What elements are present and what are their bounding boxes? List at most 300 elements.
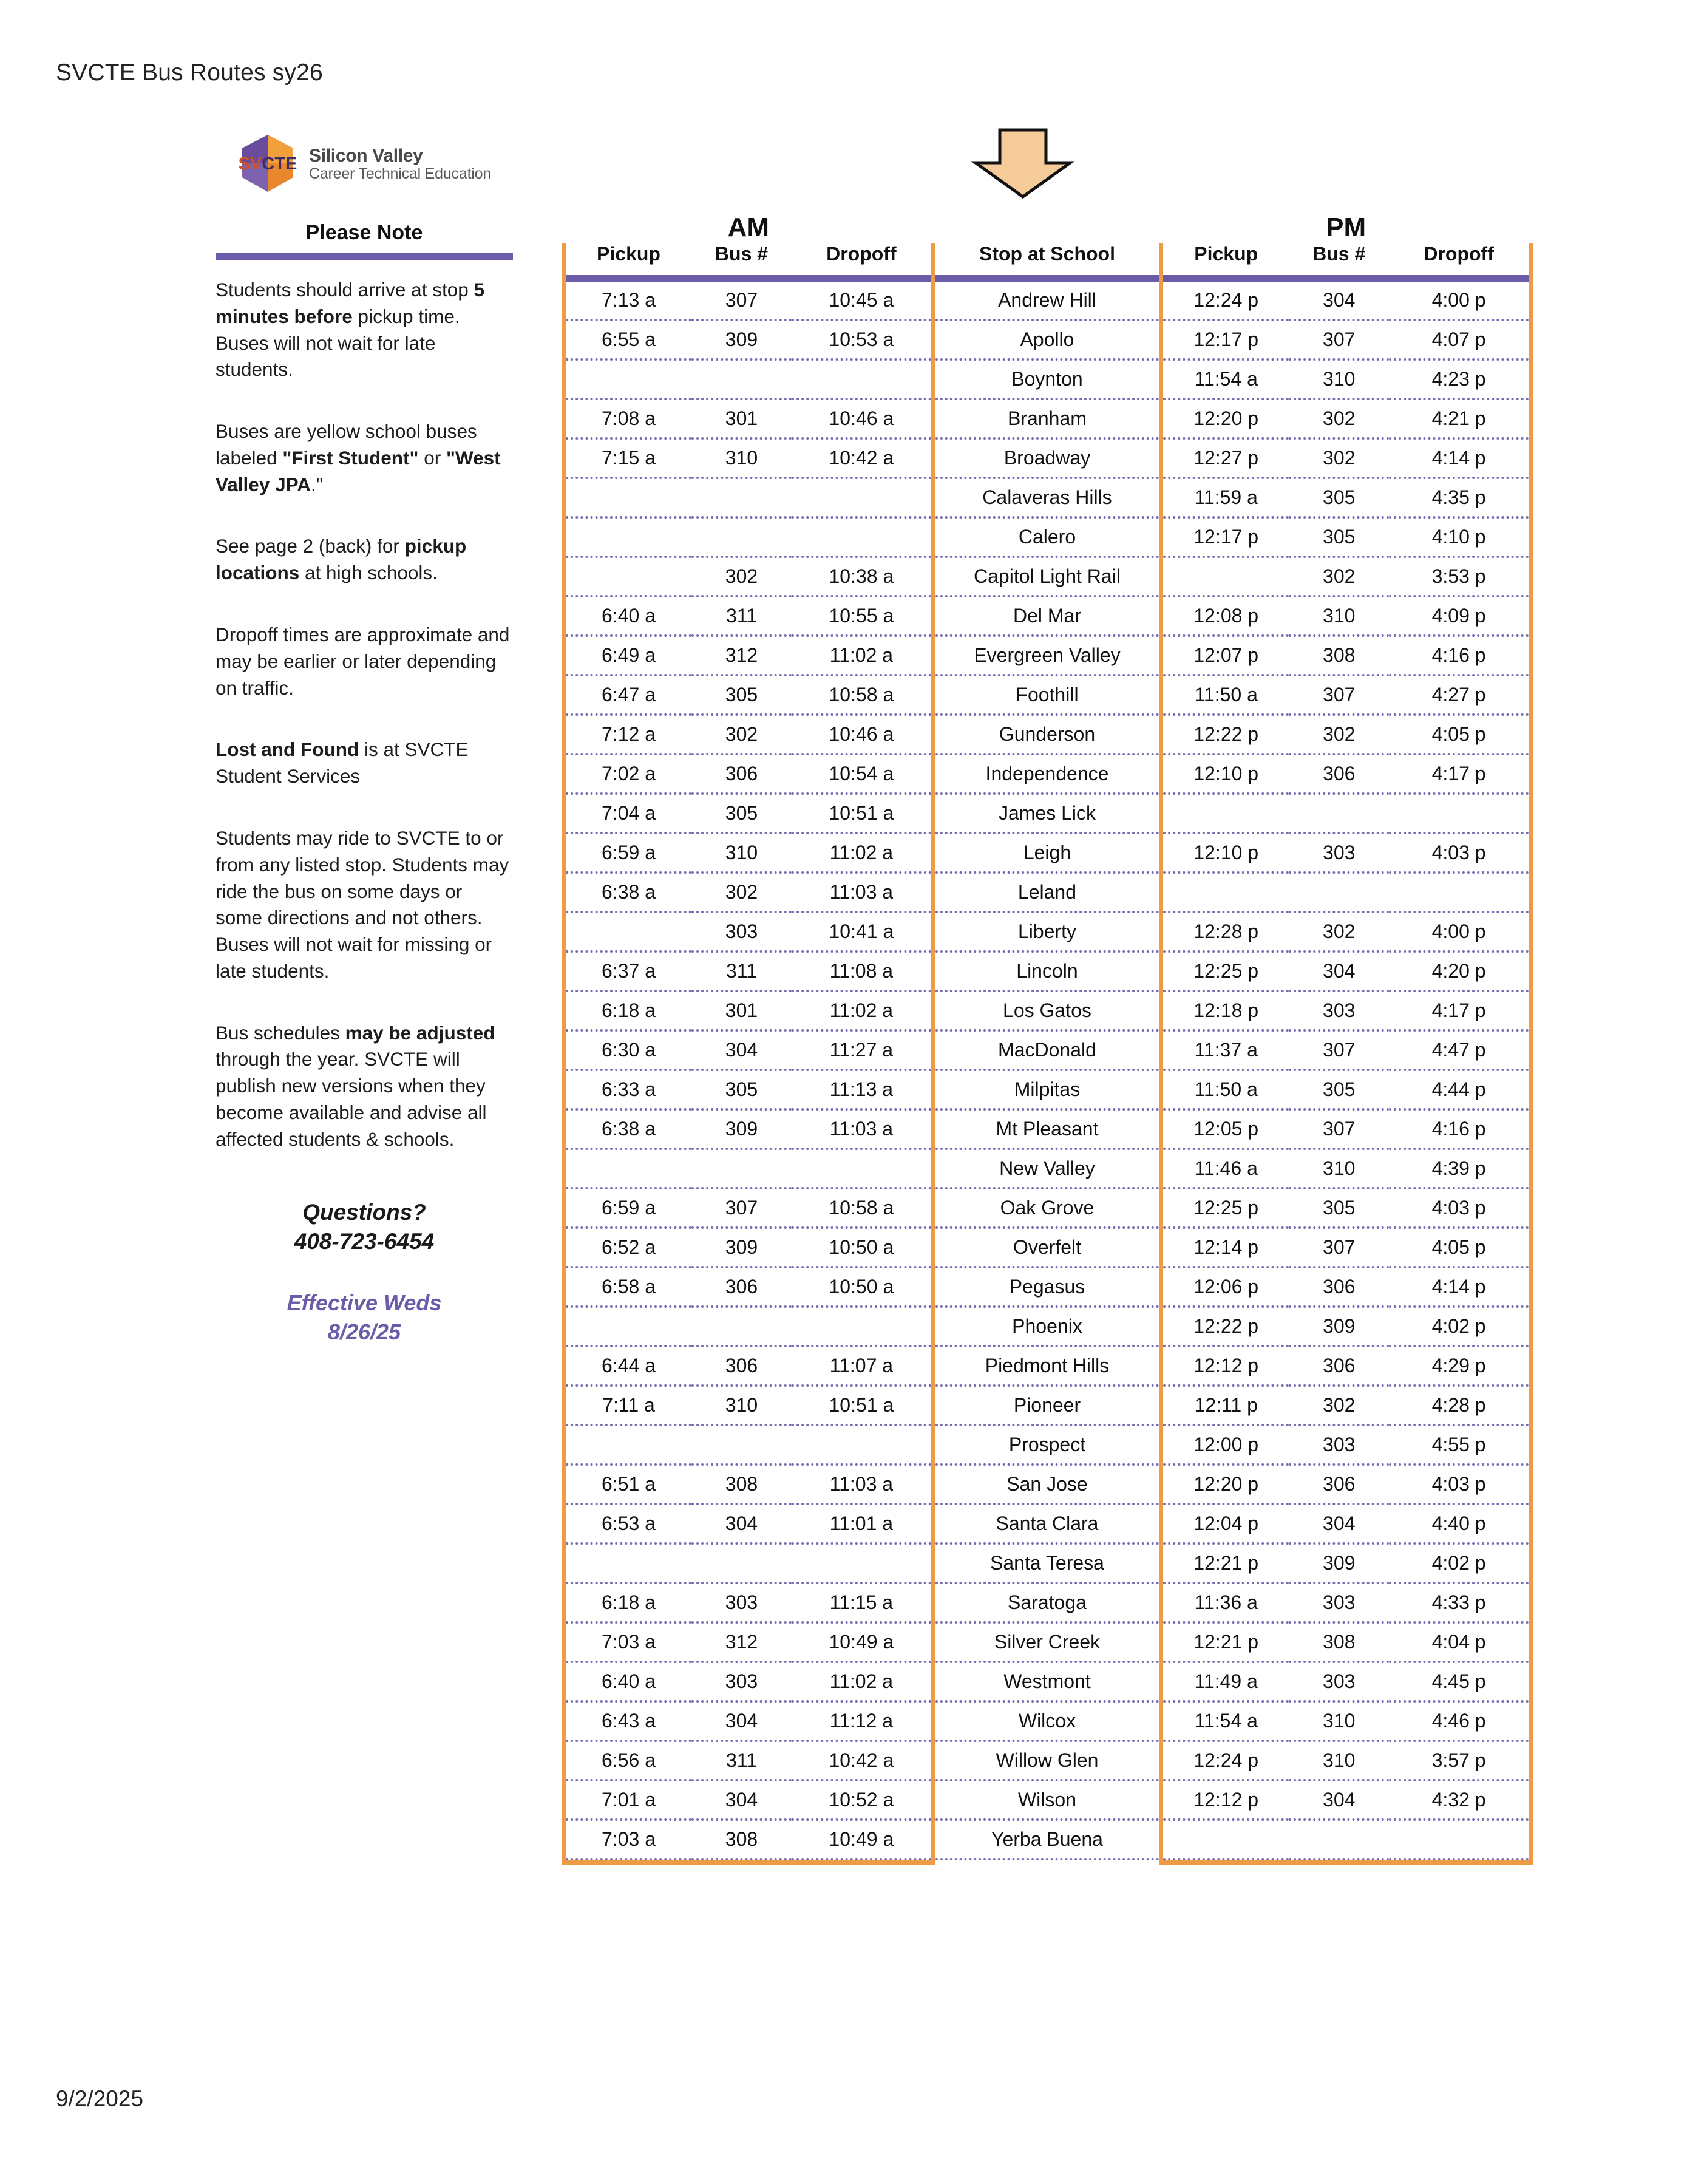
cell-pm-dropoff: 4:09 p <box>1389 596 1530 636</box>
cell-stop: Santa Teresa <box>933 1543 1161 1583</box>
cell-pm-dropoff: 4:16 p <box>1389 1109 1530 1149</box>
cell-am-bus <box>691 1307 792 1346</box>
cell-am-dropoff: 11:07 a <box>792 1346 933 1386</box>
cell-am-bus <box>691 1543 792 1583</box>
cell-pm-pickup: 12:06 p <box>1161 1267 1289 1307</box>
cell-am-bus: 307 <box>691 1188 792 1228</box>
cell-am-dropoff <box>792 359 933 399</box>
cell-pm-bus: 304 <box>1289 282 1389 320</box>
cell-am-dropoff: 11:15 a <box>792 1583 933 1622</box>
cell-am-bus: 311 <box>691 951 792 991</box>
cell-pm-pickup: 12:04 p <box>1161 1504 1289 1543</box>
cell-am-bus: 303 <box>691 1662 792 1701</box>
cell-pm-pickup: 12:17 p <box>1161 517 1289 557</box>
notes-heading: Please Note <box>305 221 423 244</box>
cell-am-bus: 309 <box>691 1228 792 1267</box>
table-row <box>564 873 1531 912</box>
cell-am-bus <box>691 359 792 399</box>
cell-am-dropoff: 10:45 a <box>792 282 933 320</box>
header-rule-pm-3 <box>1389 275 1530 282</box>
cell-pm-pickup: 11:59 a <box>1161 478 1289 517</box>
cell-am-dropoff: 10:46 a <box>792 399 933 438</box>
cell-pm-dropoff: 4:20 p <box>1389 951 1530 991</box>
table-bottom-border-row <box>564 1859 1531 1863</box>
cell-am-dropoff: 11:02 a <box>792 636 933 675</box>
logo-line-1: Silicon Valley <box>309 146 423 166</box>
cell-am-bus: 305 <box>691 1070 792 1109</box>
table-row <box>564 1267 1531 1307</box>
cell-am-dropoff: 11:12 a <box>792 1701 933 1741</box>
header-rule-row <box>564 275 1531 282</box>
cell-pm-dropoff: 4:05 p <box>1389 715 1530 754</box>
col-header-pm-pickup: Pickup <box>1161 243 1289 275</box>
cell-pm-dropoff: 4:02 p <box>1389 1543 1530 1583</box>
cell-am-pickup <box>564 478 692 517</box>
cell-stop: Prospect <box>933 1425 1161 1465</box>
down-arrow-icon <box>962 128 1084 199</box>
note-text: Students should arrive at stop <box>216 279 474 301</box>
cell-pm-bus: 306 <box>1289 1346 1389 1386</box>
cell-pm-pickup: 12:24 p <box>1161 1741 1289 1780</box>
table-row <box>564 1820 1531 1859</box>
cell-pm-pickup: 12:11 p <box>1161 1386 1289 1425</box>
cell-am-pickup: 6:52 a <box>564 1228 692 1267</box>
cell-am-pickup: 6:51 a <box>564 1465 692 1504</box>
cell-am-pickup: 7:03 a <box>564 1622 692 1662</box>
cell-am-dropoff: 10:55 a <box>792 596 933 636</box>
cell-pm-pickup: 12:17 p <box>1161 320 1289 359</box>
cell-pm-dropoff: 4:21 p <box>1389 399 1530 438</box>
note-emphasis: "West Valley JPA <box>216 446 501 495</box>
cell-am-bus: 303 <box>691 912 792 951</box>
cell-pm-dropoff: 3:57 p <box>1389 1741 1530 1780</box>
cell-pm-bus: 307 <box>1289 1109 1389 1149</box>
cell-pm-pickup: 12:21 p <box>1161 1622 1289 1662</box>
cell-am-pickup: 6:33 a <box>564 1070 692 1109</box>
cell-am-dropoff: 11:13 a <box>792 1070 933 1109</box>
table-row <box>564 1583 1531 1622</box>
cell-am-bus: 303 <box>691 1583 792 1622</box>
cell-stop: Santa Clara <box>933 1504 1161 1543</box>
cell-pm-pickup: 12:28 p <box>1161 912 1289 951</box>
cell-stop: Oak Grove <box>933 1188 1161 1228</box>
cell-am-pickup: 7:11 a <box>564 1386 692 1425</box>
cell-stop: Calero <box>933 517 1161 557</box>
cell-am-pickup: 7:15 a <box>564 438 692 478</box>
cell-am-pickup: 6:55 a <box>564 320 692 359</box>
table-row <box>564 675 1531 715</box>
cell-am-bus: 302 <box>691 873 792 912</box>
cell-pm-bus <box>1289 873 1389 912</box>
cell-am-pickup: 7:08 a <box>564 399 692 438</box>
cell-pm-dropoff <box>1389 873 1530 912</box>
cell-pm-dropoff: 4:14 p <box>1389 438 1530 478</box>
cell-stop: Overfelt <box>933 1228 1161 1267</box>
note-emphasis: "First Student" <box>282 446 419 469</box>
cell-am-bus <box>691 1149 792 1188</box>
note-paragraph <box>216 533 513 587</box>
cell-am-pickup: 6:59 a <box>564 833 692 873</box>
cell-pm-pickup: 12:12 p <box>1161 1346 1289 1386</box>
cell-am-dropoff: 11:03 a <box>792 1109 933 1149</box>
cell-pm-pickup: 12:25 p <box>1161 951 1289 991</box>
cell-pm-bus <box>1289 1820 1389 1859</box>
cell-am-dropoff: 11:03 a <box>792 873 933 912</box>
cell-pm-pickup: 11:37 a <box>1161 1030 1289 1070</box>
note-paragraph <box>216 825 513 985</box>
cell-am-pickup: 6:38 a <box>564 873 692 912</box>
cell-pm-dropoff: 4:23 p <box>1389 359 1530 399</box>
note-emphasis: 5 minutes before <box>216 279 485 327</box>
cell-pm-pickup: 12:27 p <box>1161 438 1289 478</box>
cell-stop: Liberty <box>933 912 1161 951</box>
cell-am-dropoff: 10:51 a <box>792 794 933 833</box>
am-group-label: AM <box>727 213 770 242</box>
table-row <box>564 320 1531 359</box>
cell-pm-pickup: 12:00 p <box>1161 1425 1289 1465</box>
cell-pm-pickup: 12:22 p <box>1161 1307 1289 1346</box>
cell-pm-dropoff: 4:14 p <box>1389 1267 1530 1307</box>
cell-pm-dropoff: 4:45 p <box>1389 1662 1530 1701</box>
note-paragraph <box>216 622 513 701</box>
cell-pm-pickup: 12:05 p <box>1161 1109 1289 1149</box>
cell-am-bus: 304 <box>691 1504 792 1543</box>
cell-pm-bus: 302 <box>1289 557 1389 596</box>
cell-am-dropoff: 10:52 a <box>792 1780 933 1820</box>
page-title: SVCTE Bus Routes sy26 <box>56 60 323 86</box>
cell-pm-dropoff: 4:02 p <box>1389 1307 1530 1346</box>
cell-pm-dropoff: 4:40 p <box>1389 1504 1530 1543</box>
cell-am-bus: 302 <box>691 715 792 754</box>
cell-pm-bus: 303 <box>1289 1583 1389 1622</box>
cell-pm-bus: 310 <box>1289 1701 1389 1741</box>
cell-am-pickup: 6:37 a <box>564 951 692 991</box>
cell-pm-dropoff: 4:04 p <box>1389 1622 1530 1662</box>
schedule-table-wrap <box>562 128 1533 1865</box>
cell-pm-dropoff: 4:29 p <box>1389 1346 1530 1386</box>
cell-pm-bus: 309 <box>1289 1307 1389 1346</box>
cell-pm-pickup: 11:50 a <box>1161 1070 1289 1109</box>
cell-am-bus: 307 <box>691 282 792 320</box>
cell-am-dropoff: 10:46 a <box>792 715 933 754</box>
cell-pm-bus: 305 <box>1289 478 1389 517</box>
cell-pm-bus: 302 <box>1289 715 1389 754</box>
cell-stop: Lincoln <box>933 951 1161 991</box>
table-row <box>564 1465 1531 1504</box>
header-rule-am <box>564 275 692 282</box>
table-row <box>564 833 1531 873</box>
cell-am-dropoff: 10:53 a <box>792 320 933 359</box>
col-header-am-bus: Bus # <box>691 243 792 275</box>
cell-am-pickup <box>564 557 692 596</box>
cell-stop: Piedmont Hills <box>933 1346 1161 1386</box>
cell-stop: Calaveras Hills <box>933 478 1161 517</box>
cell-pm-pickup: 12:12 p <box>1161 1780 1289 1820</box>
cell-am-bus: 310 <box>691 438 792 478</box>
cell-am-pickup: 7:04 a <box>564 794 692 833</box>
cell-stop: Leigh <box>933 833 1161 873</box>
cell-pm-dropoff: 3:53 p <box>1389 557 1530 596</box>
questions-phone: 408-723-6454 <box>294 1229 435 1254</box>
note-text: ." <box>311 473 323 495</box>
table-row <box>564 1504 1531 1543</box>
cell-stop: Silver Creek <box>933 1622 1161 1662</box>
cell-pm-bus: 305 <box>1289 1070 1389 1109</box>
cell-pm-dropoff: 4:33 p <box>1389 1583 1530 1622</box>
cell-pm-bus: 303 <box>1289 1425 1389 1465</box>
cell-pm-bus: 306 <box>1289 1465 1389 1504</box>
cell-pm-bus: 304 <box>1289 1780 1389 1820</box>
cell-pm-dropoff: 4:03 p <box>1389 1188 1530 1228</box>
cell-pm-dropoff: 4:17 p <box>1389 991 1530 1030</box>
cell-stop: Foothill <box>933 675 1161 715</box>
cell-am-pickup: 6:49 a <box>564 636 692 675</box>
cell-pm-dropoff: 4:17 p <box>1389 754 1530 794</box>
stop-band-bottom <box>933 1859 1161 1863</box>
am-band-bottom-border <box>564 1859 934 1863</box>
cell-am-pickup: 7:02 a <box>564 754 692 794</box>
cell-am-pickup: 6:30 a <box>564 1030 692 1070</box>
note-text: Dropoff times are approximate and may be earlier or later depending on traffic. <box>216 624 510 699</box>
cell-stop: Wilcox <box>933 1701 1161 1741</box>
cell-pm-pickup <box>1161 873 1289 912</box>
cell-am-bus: 305 <box>691 794 792 833</box>
questions-block <box>216 1198 513 1257</box>
cell-pm-bus: 307 <box>1289 320 1389 359</box>
header-rule-am-3 <box>792 275 933 282</box>
note-text: pickup time. Buses will not wait for late students. <box>216 305 460 381</box>
cell-am-pickup <box>564 1425 692 1465</box>
note-text: at high schools. <box>299 562 438 584</box>
cell-pm-bus: 308 <box>1289 1622 1389 1662</box>
cell-pm-pickup: 12:22 p <box>1161 715 1289 754</box>
table-row <box>564 754 1531 794</box>
cell-pm-pickup: 11:54 a <box>1161 359 1289 399</box>
table-row <box>564 596 1531 636</box>
cell-pm-pickup: 12:08 p <box>1161 596 1289 636</box>
table-row <box>564 517 1531 557</box>
cell-pm-dropoff: 4:00 p <box>1389 912 1530 951</box>
cell-am-dropoff: 10:50 a <box>792 1267 933 1307</box>
cell-pm-dropoff: 4:32 p <box>1389 1780 1530 1820</box>
svcte-logo <box>216 128 513 200</box>
note-text: Buses are yellow school buses labeled <box>216 420 477 469</box>
notes-divider <box>216 253 513 260</box>
cell-am-bus: 306 <box>691 1346 792 1386</box>
note-text: is at SVCTE Student Services <box>216 738 469 788</box>
cell-pm-pickup: 12:10 p <box>1161 833 1289 873</box>
table-row <box>564 1425 1531 1465</box>
cell-am-pickup: 6:18 a <box>564 1583 692 1622</box>
cell-pm-pickup: 12:14 p <box>1161 1228 1289 1267</box>
table-row <box>564 282 1531 320</box>
cell-pm-dropoff <box>1389 1820 1530 1859</box>
cell-stop: Yerba Buena <box>933 1820 1161 1859</box>
cell-stop: Pegasus <box>933 1267 1161 1307</box>
cell-pm-pickup: 11:36 a <box>1161 1583 1289 1622</box>
cell-am-pickup <box>564 1149 692 1188</box>
cell-pm-dropoff: 4:35 p <box>1389 478 1530 517</box>
note-paragraph <box>216 418 513 498</box>
cell-stop: Saratoga <box>933 1583 1161 1622</box>
cell-pm-pickup: 11:50 a <box>1161 675 1289 715</box>
table-row <box>564 1307 1531 1346</box>
notes-panel <box>216 128 513 1347</box>
note-text: Students may ride to SVCTE to or from any listed stop. Students may ride the bus on some days or some directions and not others. Buses will not wait for missing or late students. <box>216 826 509 982</box>
cell-am-bus: 309 <box>691 1109 792 1149</box>
cell-am-dropoff: 11:27 a <box>792 1030 933 1070</box>
note-paragraph <box>216 277 513 383</box>
cell-am-bus: 312 <box>691 1622 792 1662</box>
cell-pm-pickup: 12:24 p <box>1161 282 1289 320</box>
cell-pm-bus: 302 <box>1289 399 1389 438</box>
header-rule-pm-2 <box>1289 275 1389 282</box>
cell-am-dropoff: 10:54 a <box>792 754 933 794</box>
table-row <box>564 1346 1531 1386</box>
cell-pm-bus: 310 <box>1289 1149 1389 1188</box>
cell-pm-pickup: 12:20 p <box>1161 399 1289 438</box>
table-row <box>564 1030 1531 1070</box>
cell-pm-pickup <box>1161 1820 1289 1859</box>
cell-am-dropoff: 10:51 a <box>792 1386 933 1425</box>
table-row <box>564 359 1531 399</box>
cell-am-dropoff: 11:03 a <box>792 1465 933 1504</box>
cell-am-bus: 309 <box>691 320 792 359</box>
cell-am-pickup: 7:13 a <box>564 282 692 320</box>
cell-am-bus: 311 <box>691 596 792 636</box>
table-row <box>564 1228 1531 1267</box>
cell-am-bus: 304 <box>691 1701 792 1741</box>
header-rule-am-2 <box>691 275 792 282</box>
cell-am-pickup <box>564 517 692 557</box>
col-header-am-pickup: Pickup <box>564 243 692 275</box>
cell-am-pickup: 6:40 a <box>564 596 692 636</box>
col-header-pm-bus: Bus # <box>1289 243 1389 275</box>
table-row <box>564 478 1531 517</box>
table-row <box>564 399 1531 438</box>
cell-am-dropoff: 10:41 a <box>792 912 933 951</box>
col-header-pm-dropoff: Dropoff <box>1389 243 1530 275</box>
cell-am-bus: 312 <box>691 636 792 675</box>
logo-line-2: Career Technical Education <box>309 165 492 182</box>
table-row <box>564 438 1531 478</box>
cell-pm-dropoff: 4:27 p <box>1389 675 1530 715</box>
cell-pm-bus: 302 <box>1289 912 1389 951</box>
table-row <box>564 1109 1531 1149</box>
cell-am-bus: 306 <box>691 754 792 794</box>
table-row <box>564 912 1531 951</box>
cell-pm-bus <box>1289 794 1389 833</box>
note-paragraph <box>216 737 513 790</box>
cell-am-pickup: 6:18 a <box>564 991 692 1030</box>
cell-am-pickup: 6:47 a <box>564 675 692 715</box>
cell-am-dropoff: 11:02 a <box>792 1662 933 1701</box>
cell-am-bus <box>691 1425 792 1465</box>
table-row <box>564 557 1531 596</box>
cell-am-pickup <box>564 1543 692 1583</box>
cell-pm-dropoff: 4:10 p <box>1389 517 1530 557</box>
cell-am-bus: 310 <box>691 1386 792 1425</box>
cell-pm-bus: 307 <box>1289 675 1389 715</box>
effective-line-2: 8/26/25 <box>327 1319 401 1345</box>
cell-stop: Los Gatos <box>933 991 1161 1030</box>
cell-pm-pickup <box>1161 794 1289 833</box>
pm-group-label: PM <box>1326 213 1366 242</box>
cell-pm-dropoff: 4:39 p <box>1389 1149 1530 1188</box>
cell-am-bus: 302 <box>691 557 792 596</box>
header-rule-stop <box>933 275 1161 282</box>
cell-stop: Evergreen Valley <box>933 636 1161 675</box>
cell-am-dropoff <box>792 478 933 517</box>
cell-am-pickup: 7:03 a <box>564 1820 692 1859</box>
footer-date: 9/2/2025 <box>56 2086 144 2111</box>
cell-am-bus: 301 <box>691 399 792 438</box>
cell-pm-dropoff: 4:47 p <box>1389 1030 1530 1070</box>
cell-stop: Apollo <box>933 320 1161 359</box>
table-row <box>564 715 1531 754</box>
cell-stop: Milpitas <box>933 1070 1161 1109</box>
cell-pm-dropoff <box>1389 794 1530 833</box>
notes-list <box>216 277 513 1153</box>
cell-pm-bus: 309 <box>1289 1543 1389 1583</box>
note-text: or <box>418 446 446 469</box>
cell-pm-bus: 302 <box>1289 438 1389 478</box>
cell-am-dropoff <box>792 517 933 557</box>
cell-stop: Mt Pleasant <box>933 1109 1161 1149</box>
cell-am-pickup: 6:44 a <box>564 1346 692 1386</box>
cell-am-pickup: 7:01 a <box>564 1780 692 1820</box>
cell-am-dropoff <box>792 1543 933 1583</box>
cell-am-dropoff: 10:38 a <box>792 557 933 596</box>
cell-am-pickup <box>564 912 692 951</box>
cell-pm-bus: 306 <box>1289 754 1389 794</box>
cell-pm-bus: 307 <box>1289 1030 1389 1070</box>
cell-pm-dropoff: 4:55 p <box>1389 1425 1530 1465</box>
table-row <box>564 1662 1531 1701</box>
cell-pm-pickup: 12:21 p <box>1161 1543 1289 1583</box>
table-row <box>564 636 1531 675</box>
cell-stop: Branham <box>933 399 1161 438</box>
cell-pm-bus: 308 <box>1289 636 1389 675</box>
cell-pm-dropoff: 4:46 p <box>1389 1701 1530 1741</box>
effective-date-block <box>216 1288 513 1347</box>
cell-pm-dropoff: 4:28 p <box>1389 1386 1530 1425</box>
cell-stop: Leland <box>933 873 1161 912</box>
note-emphasis: Lost and Found <box>216 738 359 761</box>
cell-am-pickup: 6:59 a <box>564 1188 692 1228</box>
cell-pm-bus: 305 <box>1289 1188 1389 1228</box>
cell-pm-dropoff: 4:07 p <box>1389 320 1530 359</box>
cell-stop: Westmont <box>933 1662 1161 1701</box>
table-row <box>564 1070 1531 1109</box>
table-row <box>564 1188 1531 1228</box>
cell-stop: Del Mar <box>933 596 1161 636</box>
cell-stop: Andrew Hill <box>933 282 1161 320</box>
cell-am-dropoff: 11:08 a <box>792 951 933 991</box>
logo-wordmark <box>309 146 491 182</box>
cell-stop: Broadway <box>933 438 1161 478</box>
table-row <box>564 991 1531 1030</box>
cell-am-dropoff: 10:58 a <box>792 1188 933 1228</box>
cell-pm-bus: 303 <box>1289 991 1389 1030</box>
cell-stop: Phoenix <box>933 1307 1161 1346</box>
cell-am-bus: 308 <box>691 1820 792 1859</box>
cell-pm-bus: 305 <box>1289 517 1389 557</box>
cell-stop: Wilson <box>933 1780 1161 1820</box>
cell-am-bus <box>691 478 792 517</box>
cell-am-bus: 304 <box>691 1780 792 1820</box>
cell-am-pickup: 7:12 a <box>564 715 692 754</box>
